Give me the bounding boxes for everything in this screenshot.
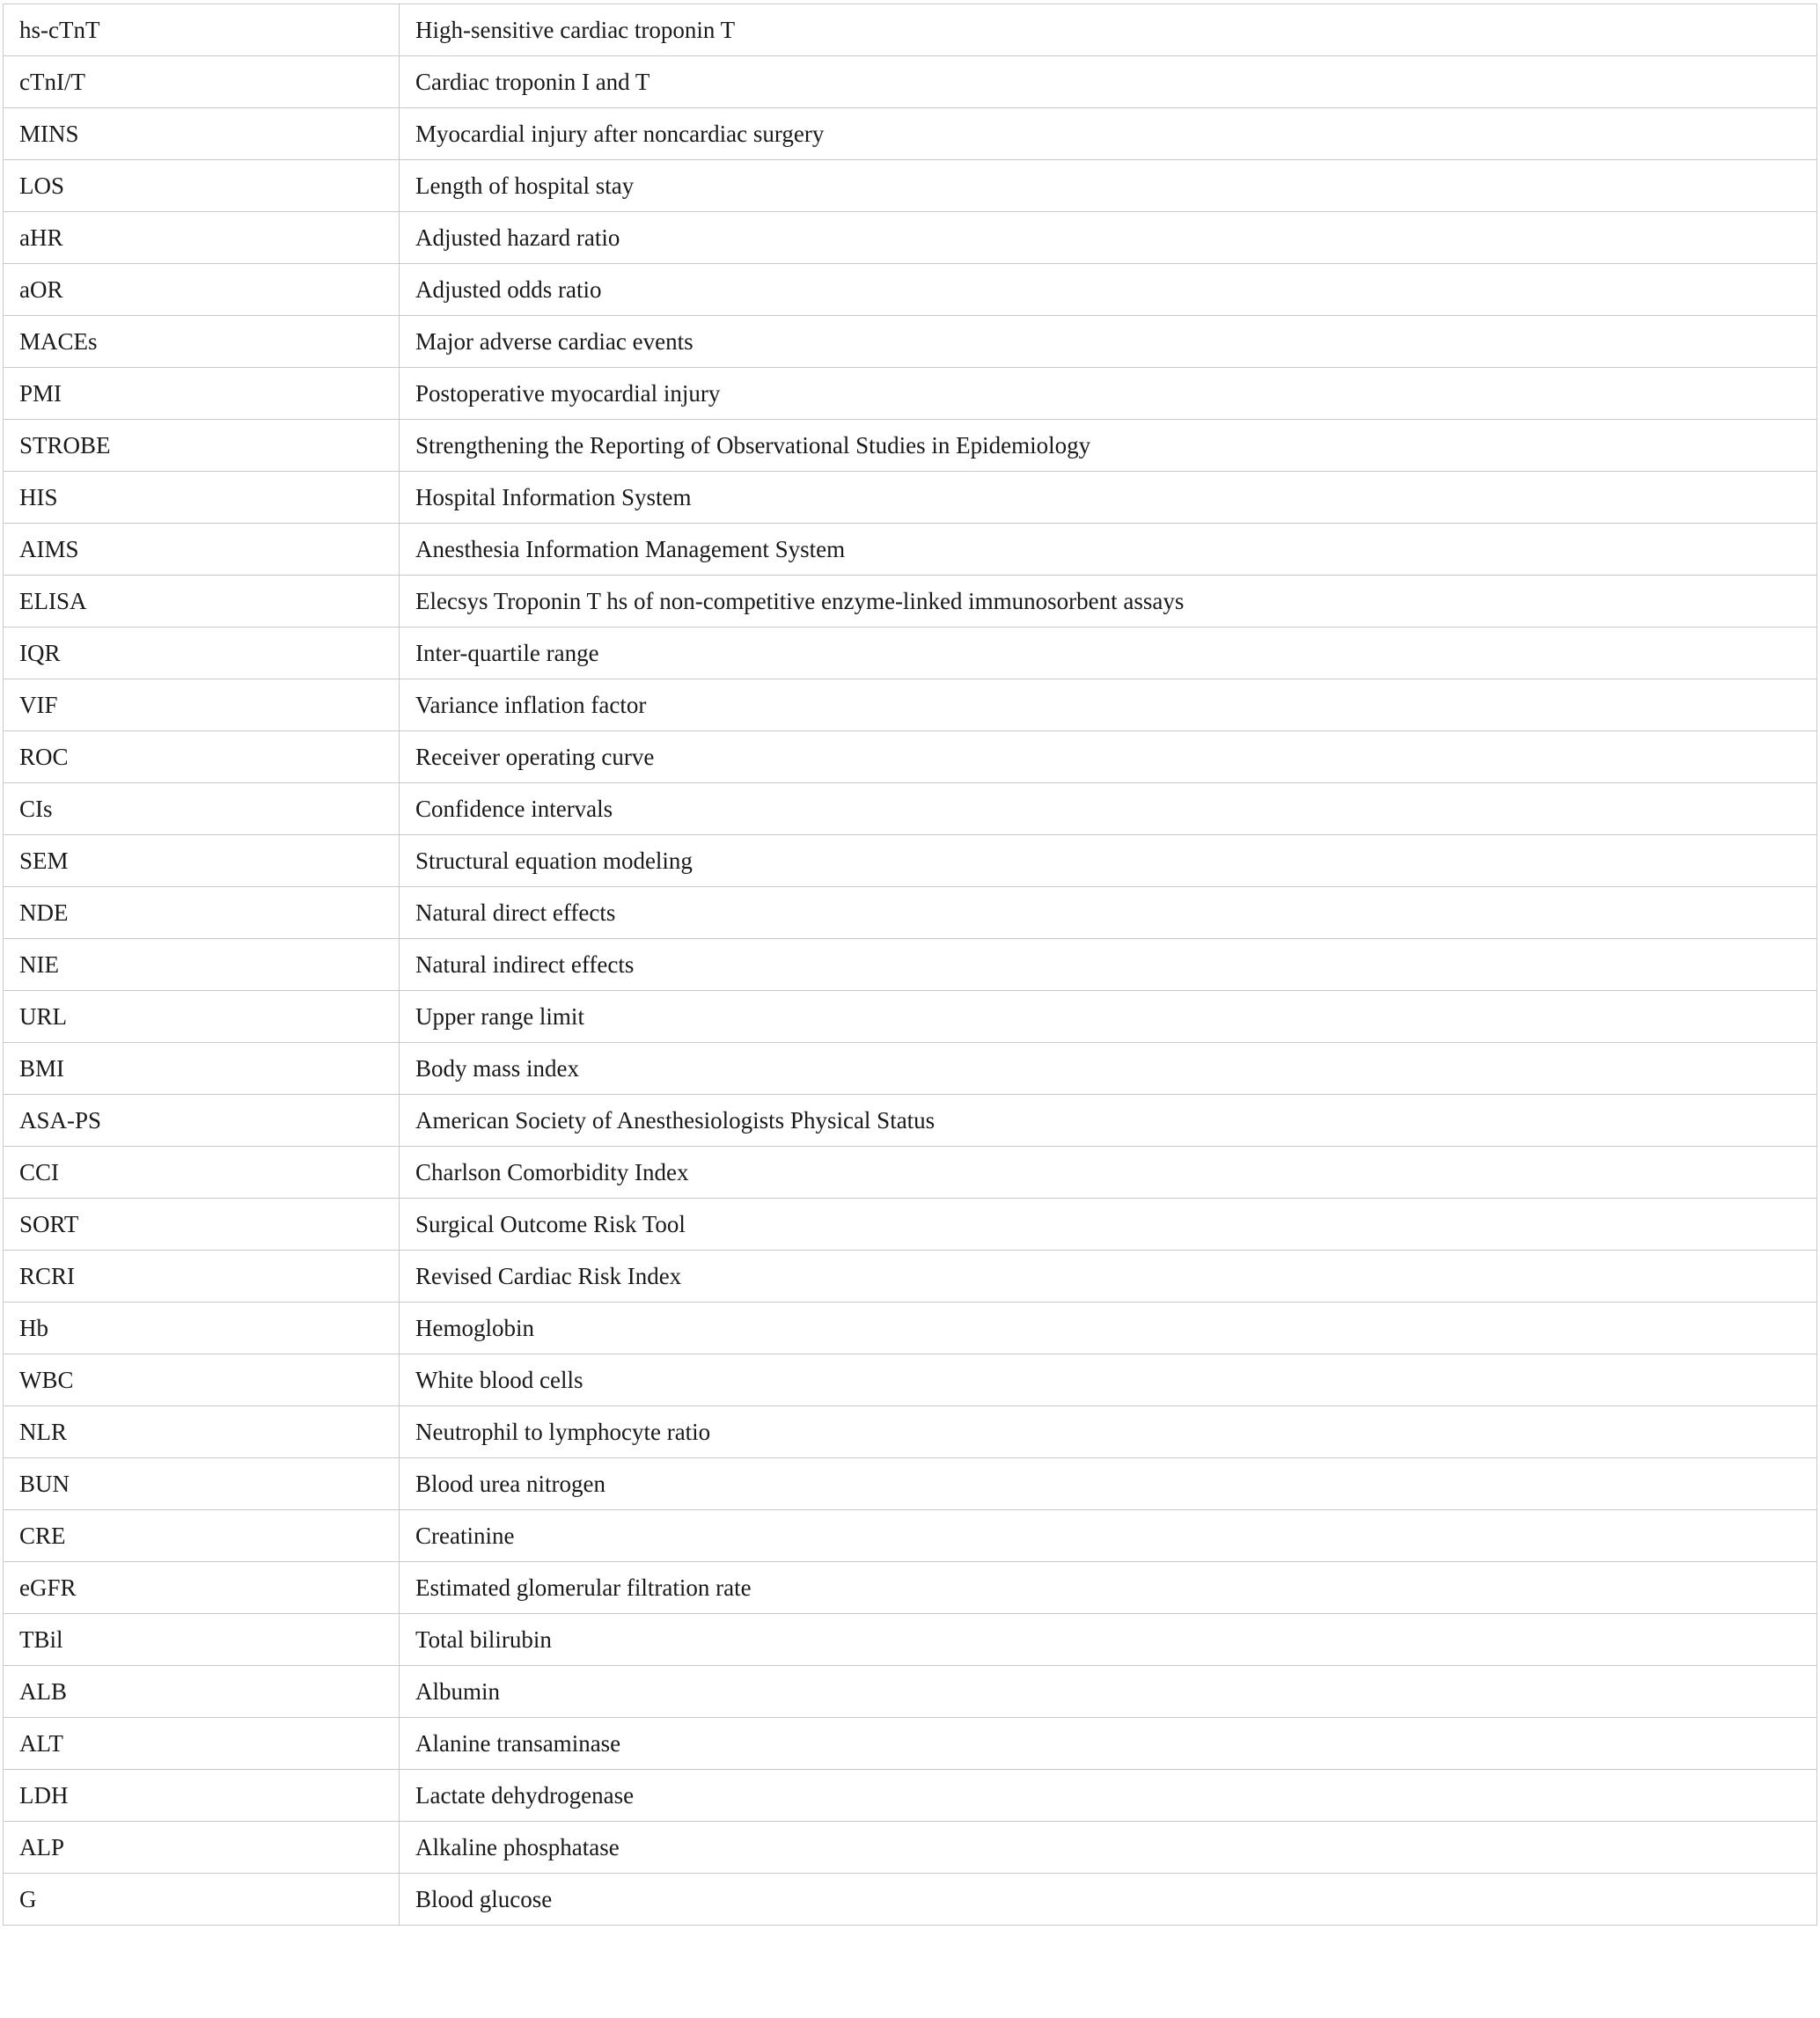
- abbreviation-cell: CIs: [4, 783, 400, 835]
- abbreviation-cell: aHR: [4, 212, 400, 264]
- table-row: [4, 1718, 1817, 1770]
- table-row: [4, 1095, 1817, 1147]
- abbreviation-cell: MINS: [4, 108, 400, 160]
- table-row: [4, 56, 1817, 108]
- table-row: [4, 316, 1817, 368]
- abbreviation-cell: LOS: [4, 160, 400, 212]
- definition-cell: Natural direct effects: [400, 887, 1817, 939]
- table-row: [4, 1562, 1817, 1614]
- definition-cell: Anesthesia Information Management System: [400, 524, 1817, 576]
- definition-cell: Albumin: [400, 1666, 1817, 1718]
- abbreviation-cell: NLR: [4, 1406, 400, 1458]
- definition-cell: Length of hospital stay: [400, 160, 1817, 212]
- table-row: [4, 1043, 1817, 1095]
- table-row: [4, 991, 1817, 1043]
- table-row: [4, 1666, 1817, 1718]
- abbreviation-cell: RCRI: [4, 1251, 400, 1303]
- abbreviation-cell: VIF: [4, 679, 400, 731]
- table-row: [4, 576, 1817, 627]
- abbreviation-cell: TBil: [4, 1614, 400, 1666]
- definition-cell: Strengthening the Reporting of Observational Studies in Epidemiology: [400, 420, 1817, 472]
- abbreviation-cell: ALT: [4, 1718, 400, 1770]
- definition-cell: Confidence intervals: [400, 783, 1817, 835]
- table-row: [4, 368, 1817, 420]
- definition-cell: Upper range limit: [400, 991, 1817, 1043]
- definition-cell: Blood glucose: [400, 1874, 1817, 1926]
- definition-cell: Surgical Outcome Risk Tool: [400, 1199, 1817, 1251]
- definition-cell: Hospital Information System: [400, 472, 1817, 524]
- abbreviation-table-body: [4, 4, 1817, 1926]
- definition-cell: Elecsys Troponin T hs of non-competitive enzyme-linked immunosorbent assays: [400, 576, 1817, 627]
- abbreviation-cell: ALB: [4, 1666, 400, 1718]
- definition-cell: Total bilirubin: [400, 1614, 1817, 1666]
- abbreviation-cell: SORT: [4, 1199, 400, 1251]
- table-row: [4, 679, 1817, 731]
- abbreviation-cell: AIMS: [4, 524, 400, 576]
- table-row: [4, 1510, 1817, 1562]
- definition-cell: Major adverse cardiac events: [400, 316, 1817, 368]
- table-row: [4, 1406, 1817, 1458]
- table-row: [4, 1199, 1817, 1251]
- abbreviation-cell: eGFR: [4, 1562, 400, 1614]
- table-row: [4, 108, 1817, 160]
- definition-cell: Revised Cardiac Risk Index: [400, 1251, 1817, 1303]
- abbreviation-cell: NDE: [4, 887, 400, 939]
- abbreviation-cell: IQR: [4, 627, 400, 679]
- table-row: [4, 472, 1817, 524]
- definition-cell: Myocardial injury after noncardiac surgery: [400, 108, 1817, 160]
- table-row: [4, 4, 1817, 56]
- definition-cell: Structural equation modeling: [400, 835, 1817, 887]
- abbreviation-cell: MACEs: [4, 316, 400, 368]
- table-row: [4, 731, 1817, 783]
- table-row: [4, 1874, 1817, 1926]
- abbreviation-cell: CCI: [4, 1147, 400, 1199]
- definition-cell: Cardiac troponin I and T: [400, 56, 1817, 108]
- abbreviation-cell: hs-cTnT: [4, 4, 400, 56]
- table-row: [4, 264, 1817, 316]
- definition-cell: Blood urea nitrogen: [400, 1458, 1817, 1510]
- definition-cell: Neutrophil to lymphocyte ratio: [400, 1406, 1817, 1458]
- abbreviation-cell: ELISA: [4, 576, 400, 627]
- table-row: [4, 1354, 1817, 1406]
- abbreviation-cell: cTnI/T: [4, 56, 400, 108]
- table-row: [4, 1614, 1817, 1666]
- definition-cell: Alanine transaminase: [400, 1718, 1817, 1770]
- definition-cell: High-sensitive cardiac troponin T: [400, 4, 1817, 56]
- abbreviation-cell: aOR: [4, 264, 400, 316]
- definition-cell: American Society of Anesthesiologists Physical Status: [400, 1095, 1817, 1147]
- definition-cell: Adjusted odds ratio: [400, 264, 1817, 316]
- table-row: [4, 783, 1817, 835]
- abbreviation-cell: SEM: [4, 835, 400, 887]
- definition-cell: White blood cells: [400, 1354, 1817, 1406]
- abbreviation-cell: G: [4, 1874, 400, 1926]
- table-row: [4, 1770, 1817, 1822]
- abbreviation-cell: BMI: [4, 1043, 400, 1095]
- table-row: [4, 835, 1817, 887]
- table-row: [4, 160, 1817, 212]
- definition-cell: Inter-quartile range: [400, 627, 1817, 679]
- table-row: [4, 1251, 1817, 1303]
- abbreviation-cell: BUN: [4, 1458, 400, 1510]
- table-row: [4, 1303, 1817, 1354]
- definition-cell: Estimated glomerular filtration rate: [400, 1562, 1817, 1614]
- abbreviation-cell: ROC: [4, 731, 400, 783]
- definition-cell: Natural indirect effects: [400, 939, 1817, 991]
- table-row: [4, 1822, 1817, 1874]
- table-row: [4, 1147, 1817, 1199]
- abbreviation-cell: Hb: [4, 1303, 400, 1354]
- abbreviation-cell: STROBE: [4, 420, 400, 472]
- definition-cell: Lactate dehydrogenase: [400, 1770, 1817, 1822]
- abbreviation-cell: LDH: [4, 1770, 400, 1822]
- abbreviation-cell: NIE: [4, 939, 400, 991]
- definition-cell: Alkaline phosphatase: [400, 1822, 1817, 1874]
- table-row: [4, 212, 1817, 264]
- definition-cell: Charlson Comorbidity Index: [400, 1147, 1817, 1199]
- abbreviation-cell: ASA-PS: [4, 1095, 400, 1147]
- table-row: [4, 887, 1817, 939]
- definition-cell: Postoperative myocardial injury: [400, 368, 1817, 420]
- abbreviation-cell: CRE: [4, 1510, 400, 1562]
- definition-cell: Adjusted hazard ratio: [400, 212, 1817, 264]
- table-row: [4, 524, 1817, 576]
- abbreviation-cell: URL: [4, 991, 400, 1043]
- definition-cell: Variance inflation factor: [400, 679, 1817, 731]
- table-row: [4, 627, 1817, 679]
- definition-cell: Hemoglobin: [400, 1303, 1817, 1354]
- table-row: [4, 939, 1817, 991]
- abbreviation-cell: WBC: [4, 1354, 400, 1406]
- definition-cell: Creatinine: [400, 1510, 1817, 1562]
- definition-cell: Body mass index: [400, 1043, 1817, 1095]
- abbreviation-table: [3, 4, 1817, 1926]
- abbreviation-cell: PMI: [4, 368, 400, 420]
- abbreviation-cell: ALP: [4, 1822, 400, 1874]
- definition-cell: Receiver operating curve: [400, 731, 1817, 783]
- table-row: [4, 420, 1817, 472]
- abbreviation-cell: HIS: [4, 472, 400, 524]
- table-row: [4, 1458, 1817, 1510]
